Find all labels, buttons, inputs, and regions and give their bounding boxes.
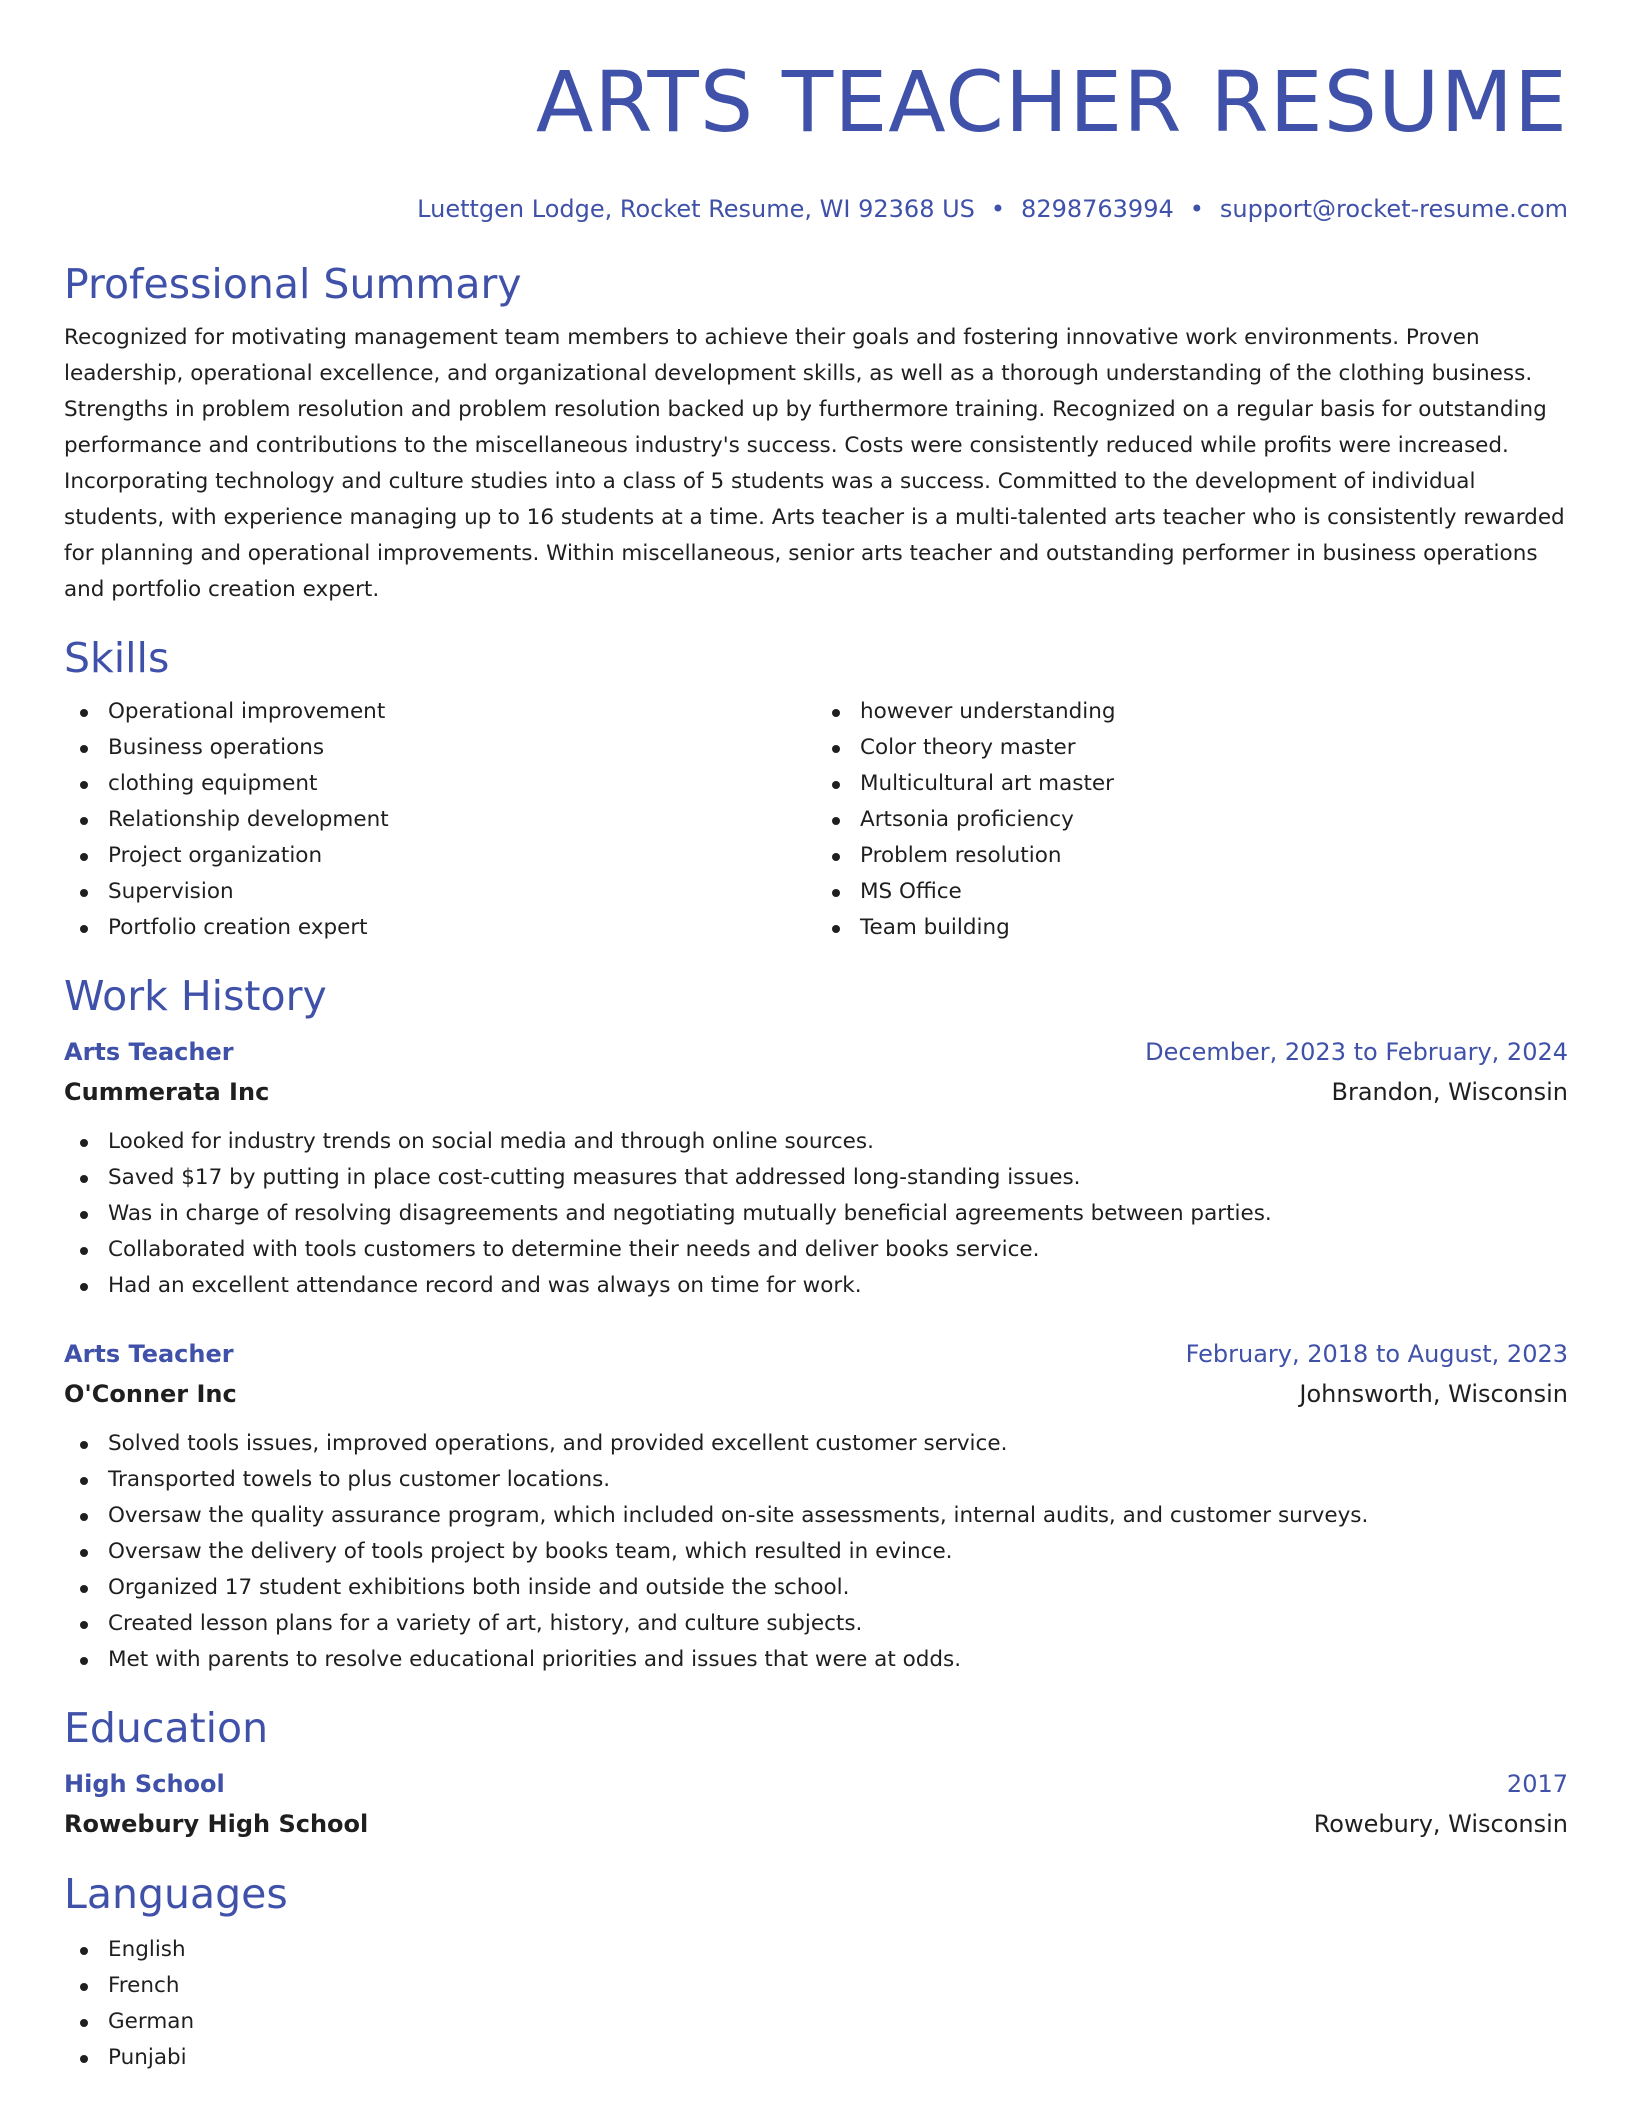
skill-item: Multicultural art master	[816, 766, 1568, 802]
summary-heading: Professional Summary	[64, 260, 522, 308]
job-bullet: Oversaw the delivery of tools project by books team, which resulted in evince.	[64, 1534, 1568, 1570]
skill-item: Operational improvement	[64, 694, 816, 730]
skills-list-right	[816, 694, 1568, 946]
education-school: Rowebury High School	[64, 1810, 369, 1838]
job-role: Arts Teacher	[64, 1038, 234, 1066]
skill-item: however understanding	[816, 694, 1568, 730]
summary-section	[64, 258, 1568, 608]
skill-item: Business operations	[64, 730, 816, 766]
languages-section	[64, 1868, 1568, 2076]
education-year: 2017	[1506, 1770, 1568, 1798]
job-bullets	[64, 1426, 1568, 1678]
skills-heading: Skills	[64, 634, 170, 682]
education-header	[64, 1766, 1568, 1802]
languages-list	[64, 1932, 1568, 2076]
job-header	[64, 1034, 1568, 1070]
skill-item: Portfolio creation expert	[64, 910, 816, 946]
skill-item: Color theory master	[816, 730, 1568, 766]
skills-list-left	[64, 694, 816, 946]
resume-title: ARTS TEACHER RESUME	[535, 53, 1568, 151]
contact-line	[64, 194, 1568, 224]
job-bullet: Solved tools issues, improved operations, and provided excellent customer service.	[64, 1426, 1568, 1462]
skills-grid	[64, 694, 1568, 946]
job-company: Cummerata Inc	[64, 1078, 270, 1106]
job-bullets	[64, 1124, 1568, 1304]
job-bullet: Transported towels to plus customer locations.	[64, 1462, 1568, 1498]
skills-section	[64, 632, 1568, 946]
language-item: German	[64, 2004, 1568, 2040]
job-location: Brandon, Wisconsin	[1331, 1078, 1568, 1106]
education-location: Rowebury, Wisconsin	[1313, 1810, 1568, 1838]
languages-heading: Languages	[64, 1870, 288, 1918]
job-dates: February, 2018 to August, 2023	[1185, 1340, 1568, 1368]
job-bullet: Looked for industry trends on social media and through online sources.	[64, 1124, 1568, 1160]
contact-phone: 8298763994	[1021, 195, 1174, 223]
education-subheader	[64, 1806, 1568, 1842]
skill-item: Relationship development	[64, 802, 816, 838]
skill-item: Project organization	[64, 838, 816, 874]
job-subheader	[64, 1074, 1568, 1110]
job-company: O'Conner Inc	[64, 1380, 237, 1408]
job-bullet: Had an excellent attendance record and was always on time for work.	[64, 1268, 1568, 1304]
skill-item: MS Office	[816, 874, 1568, 910]
job-header	[64, 1336, 1568, 1372]
language-item: Punjabi	[64, 2040, 1568, 2076]
language-item: French	[64, 1968, 1568, 2004]
skill-item: Artsonia proficiency	[816, 802, 1568, 838]
job-bullet: Collaborated with tools customers to determine their needs and deliver books service.	[64, 1232, 1568, 1268]
job-bullet: Was in charge of resolving disagreements and negotiating mutually beneficial agreements between parties.	[64, 1196, 1568, 1232]
education-degree: High School	[64, 1770, 225, 1798]
job-bullet: Organized 17 student exhibitions both inside and outside the school.	[64, 1570, 1568, 1606]
contact-email: support@rocket-resume.com	[1219, 195, 1568, 223]
education-heading: Education	[64, 1704, 269, 1752]
job-entry	[64, 1336, 1568, 1678]
skill-item: Problem resolution	[816, 838, 1568, 874]
job-location: Johnsworth, Wisconsin	[1299, 1380, 1568, 1408]
job-bullet: Saved $17 by putting in place cost-cutting measures that addressed long-standing issues.	[64, 1160, 1568, 1196]
job-bullet: Created lesson plans for a variety of art, history, and culture subjects.	[64, 1606, 1568, 1642]
contact-address: Luettgen Lodge, Rocket Resume, WI 92368 US	[417, 195, 975, 223]
skill-item: clothing equipment	[64, 766, 816, 802]
job-dates: December, 2023 to February, 2024	[1145, 1038, 1568, 1066]
contact-separator: •	[1189, 195, 1204, 223]
education-entry	[64, 1766, 1568, 1842]
job-bullet: Met with parents to resolve educational priorities and issues that were at odds.	[64, 1642, 1568, 1678]
language-item: English	[64, 1932, 1568, 1968]
summary-text: Recognized for motivating management team members to achieve their goals and fostering innovative work environments. Proven leadership, operational excellence, and organizational development skills, as well as a thorough understanding of the clothing business. Strengths in problem resolution and problem resolution backed up by furthermore training. Recognized on a regular basis for outstanding performance and contributions to the miscellaneous industry's success. Costs were consistently reduced while profits were increased. Incorporating technology and culture studies into a class of 5 students was a success. Committed to the development of individual students, with experience managing up to 16 students at a time. Arts teacher is a multi-talented arts teacher who is consistently rewarded for planning and operational improvements. Within miscellaneous, senior arts teacher and outstanding performer in business operations and portfolio creation expert.	[64, 325, 1565, 602]
job-bullet: Oversaw the quality assurance program, which included on-site assessments, internal audits, and customer surveys.	[64, 1498, 1568, 1534]
resume-header	[64, 0, 1568, 224]
work-history-section	[64, 970, 1568, 1678]
skill-item: Team building	[816, 910, 1568, 946]
skill-item: Supervision	[64, 874, 816, 910]
education-section	[64, 1702, 1568, 1842]
job-subheader	[64, 1376, 1568, 1412]
job-entry	[64, 1034, 1568, 1304]
contact-separator: •	[990, 195, 1006, 223]
work-history-heading: Work History	[64, 972, 327, 1020]
job-role: Arts Teacher	[64, 1340, 234, 1368]
